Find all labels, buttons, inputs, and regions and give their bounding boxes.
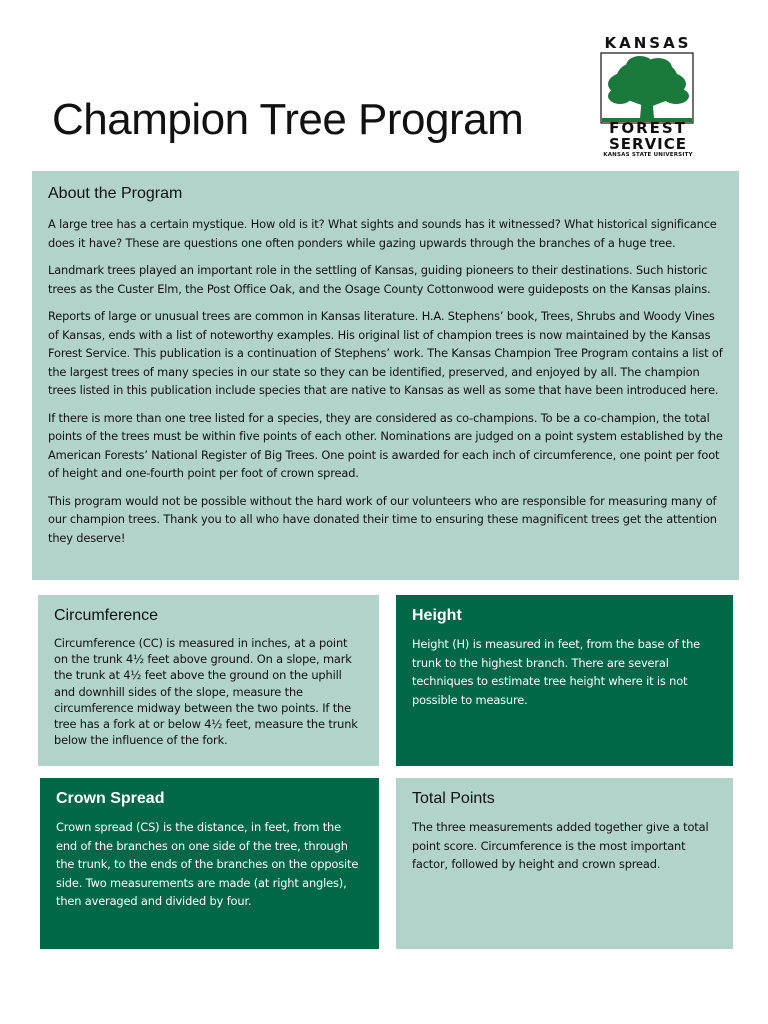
about-paragraph-3: Reports of large or unusual trees are common in Kansas literature. H.A. Stephens’ book, Trees, Shrubs and Woody Vines of Kansas, ends with a list of noteworthy examples. His original list of champion trees is now maintained by the Kansas Forest Service. This publication is a continuation of Stephens’ work. The Kansas Champion Tree Program contains a list of the largest trees of many species in our state so they can be identified, preserved, and enjoyed by all. The champion trees listed in this publication include species that are native to Kansas as well as some that have been introduced here. <box>48 309 723 397</box>
logo-university-text: KANSAS STATE UNIVERSITY <box>603 152 693 158</box>
about-paragraph-1: A large tree has a certain mystique. How old is it? What sights and sounds has it witnessed? What historical significance does it have? These are questions one often ponders while gazing upwards through the branches of a huge tree. <box>48 217 717 250</box>
height-text: Height (H) is measured in feet, from the base of the trunk to the highest branch. There are several techniques to estimate tree height where it is not possible to measure. <box>412 637 701 707</box>
height-heading: Height <box>412 607 462 624</box>
about-program-panel <box>32 171 739 580</box>
circumference-text: Circumference (CC) is measured in inches, at a point on the trunk 4½ feet above ground. On a slope, mark the trunk at 4½ feet above the ground on the uphill and downhill sides of the slope, measure the circumference midway between the two points. If the tree has a fork at or below 4½ feet, measure the trunk below the influence of the fork. <box>54 636 358 748</box>
oak-tree-icon <box>600 52 694 124</box>
crown-spread-heading: Crown Spread <box>56 790 165 807</box>
about-paragraph-4: If there is more than one tree listed for a species, they are considered as co-champions. To be a co-champion, the total points of the trees must be within five points of each other. Nominations are judged on a point system established by the American Forests’ National Register of Big Trees. One point is awarded for each inch of circumference, one point per foot of height and one-fourth point per foot of crown spread. <box>48 410 723 480</box>
page-title: Champion Tree Program <box>52 95 524 145</box>
logo-forest-text: FOREST <box>609 119 687 137</box>
logo-kansas-text: KANSAS <box>604 34 692 52</box>
logo-service-text: SERVICE <box>608 135 688 153</box>
height-card <box>396 595 733 766</box>
total-points-heading: Total Points <box>412 790 495 807</box>
total-points-text: The three measurements added together give a total point score. Circumference is the most important factor, followed by height and crown spread. <box>412 820 709 871</box>
circumference-heading: Circumference <box>54 607 159 624</box>
crown-spread-card <box>40 778 379 949</box>
about-heading: About the Program <box>48 185 183 202</box>
kansas-forest-service-logo <box>596 34 700 160</box>
total-points-card <box>396 778 733 949</box>
about-paragraph-5: This program would not be possible without the hard work of our volunteers who are responsible for measuring many of our champion trees. Thank you to all who have donated their time to ensuring these magnificent trees get the attention they deserve! <box>48 493 717 545</box>
about-paragraph-2: Landmark trees played an important role in the settling of Kansas, guiding pioneers to their destinations. Such historic trees as the Custer Elm, the Post Office Oak, and the Osage County Cottonwood were guideposts on the Kansas plains. <box>48 263 711 296</box>
circumference-card <box>38 595 379 766</box>
crown-spread-text: Crown spread (CS) is the distance, in feet, from the end of the branches on one side of the tree, through the trunk, to the ends of the branches on the opposite side. Two measurements are made (at right angles), then averaged and divided by four. <box>56 820 359 908</box>
